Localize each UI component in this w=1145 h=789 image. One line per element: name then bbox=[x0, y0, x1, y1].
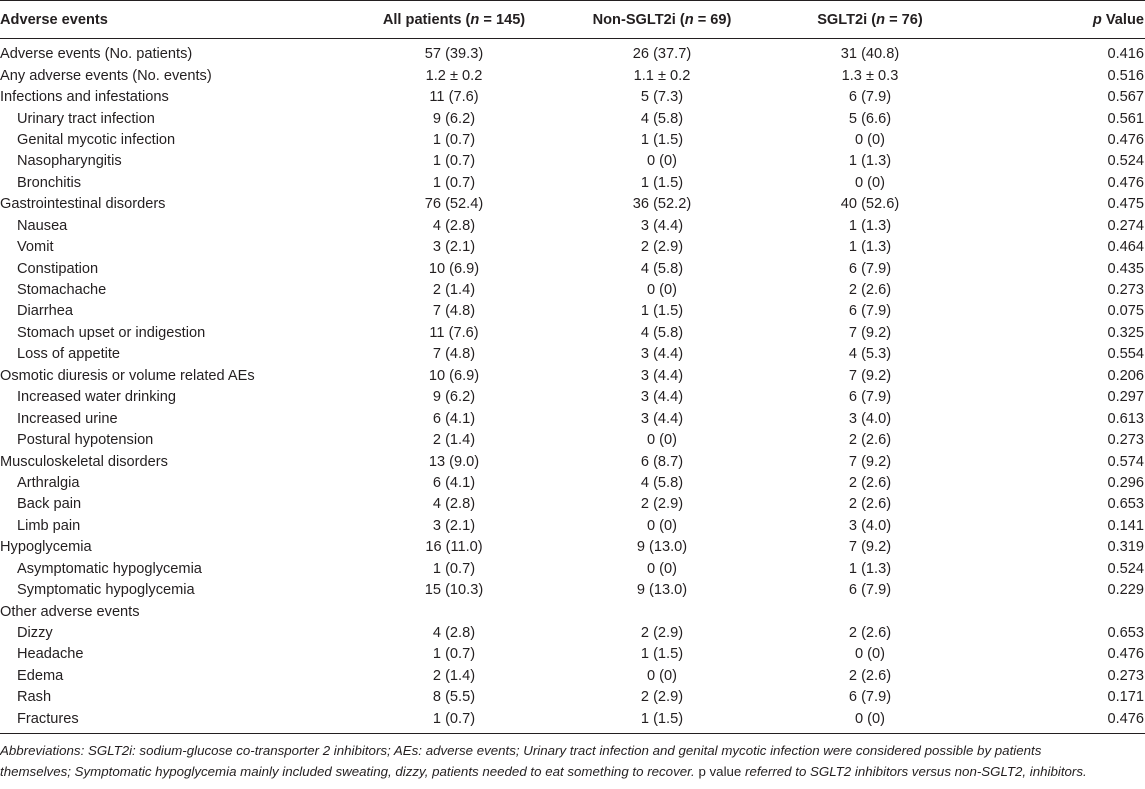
table-row bbox=[0, 65, 1145, 86]
row-label: Postural hypotension bbox=[17, 432, 154, 449]
row-label: Bronchitis bbox=[17, 174, 82, 191]
cell-p-value: 0.141 bbox=[1107, 517, 1144, 534]
cell-all-patients: 8 (5.5) bbox=[432, 689, 476, 706]
row-label: Rash bbox=[17, 689, 52, 706]
cell-p-value: 0.476 bbox=[1107, 131, 1144, 148]
header-adverse-events-label: Adverse events bbox=[0, 11, 108, 28]
cell-all-patients: 1 (0.7) bbox=[432, 560, 476, 577]
table-row bbox=[0, 451, 1145, 472]
cell-sglt2i: 2 (2.6) bbox=[848, 625, 892, 642]
cell-all-patients bbox=[350, 601, 558, 622]
table-row bbox=[0, 516, 1145, 537]
cell-sglt2i: 6 (7.9) bbox=[848, 389, 892, 406]
cell-sglt2i: 6 (7.9) bbox=[848, 89, 892, 106]
cell-non-sglt2i: 2 (2.9) bbox=[640, 239, 684, 256]
cell-p-value: 0.296 bbox=[1107, 474, 1144, 491]
cell-p-value: 0.516 bbox=[1107, 67, 1144, 84]
cell-non-sglt2i: 1 (1.5) bbox=[640, 174, 684, 191]
cell-sglt2i bbox=[766, 601, 974, 622]
cell-sglt2i: 0 (0) bbox=[854, 174, 885, 191]
row-label: Genital mycotic infection bbox=[17, 131, 176, 148]
table-row bbox=[0, 666, 1145, 687]
row-label: Nausea bbox=[17, 217, 68, 234]
cell-non-sglt2i: 36 (52.2) bbox=[632, 196, 692, 213]
cell-sglt2i: 3 (4.0) bbox=[848, 410, 892, 427]
header-p-value bbox=[974, 1, 1145, 39]
cell-all-patients: 9 (6.2) bbox=[432, 110, 476, 127]
row-label: Nasopharyngitis bbox=[17, 153, 122, 170]
footnote-line-2 bbox=[0, 761, 1145, 782]
footnote-line-2-part-1: themselves; Symptomatic hypoglycemia mainly included sweating, dizzy, patients needed to eat something to recover. bbox=[0, 764, 699, 779]
cell-p-value: 0.653 bbox=[1107, 496, 1144, 513]
row-label: Constipation bbox=[17, 260, 99, 277]
cell-all-patients: 4 (2.8) bbox=[432, 496, 476, 513]
cell-p-value: 0.416 bbox=[1107, 46, 1144, 63]
cell-non-sglt2i: 4 (5.8) bbox=[640, 110, 684, 127]
cell-all-patients: 2 (1.4) bbox=[432, 282, 476, 299]
cell-sglt2i: 4 (5.3) bbox=[848, 346, 892, 363]
cell-sglt2i: 6 (7.9) bbox=[848, 303, 892, 320]
cell-p-value: 0.206 bbox=[1107, 367, 1144, 384]
cell-p-value: 0.274 bbox=[1107, 217, 1144, 234]
table-row bbox=[0, 366, 1145, 387]
header-sglt2i bbox=[766, 1, 974, 39]
cell-all-patients: 3 (2.1) bbox=[432, 239, 476, 256]
row-label: Increased urine bbox=[17, 410, 118, 427]
cell-p-value: 0.476 bbox=[1107, 174, 1144, 191]
cell-sglt2i: 7 (9.2) bbox=[848, 324, 892, 341]
table-row bbox=[0, 709, 1145, 734]
table-row bbox=[0, 494, 1145, 515]
cell-non-sglt2i: 4 (5.8) bbox=[640, 474, 684, 491]
row-label: Arthralgia bbox=[17, 474, 80, 491]
header-non-sglt2i bbox=[558, 1, 766, 39]
cell-non-sglt2i: 6 (8.7) bbox=[640, 453, 684, 470]
row-label: Limb pain bbox=[17, 517, 81, 534]
row-label: Infections and infestations bbox=[0, 89, 169, 106]
cell-p-value: 0.554 bbox=[1107, 346, 1144, 363]
row-label: Stomach upset or indigestion bbox=[17, 324, 206, 341]
cell-p-value: 0.561 bbox=[1107, 110, 1144, 127]
row-label: Musculoskeletal disorders bbox=[0, 453, 168, 470]
cell-p-value: 0.171 bbox=[1107, 689, 1144, 706]
cell-sglt2i: 0 (0) bbox=[766, 709, 974, 734]
cell-all-patients: 10 (6.9) bbox=[428, 367, 480, 384]
row-label: Diarrhea bbox=[17, 303, 73, 320]
table-row bbox=[0, 623, 1145, 644]
row-label: Increased water drinking bbox=[17, 389, 176, 406]
table-row bbox=[0, 280, 1145, 301]
cell-sglt2i: 2 (2.6) bbox=[848, 667, 892, 684]
cell-sglt2i: 6 (7.9) bbox=[848, 260, 892, 277]
cell-non-sglt2i: 1.1 ± 0.2 bbox=[633, 67, 691, 84]
table-row bbox=[0, 323, 1145, 344]
cell-non-sglt2i: 0 (0) bbox=[646, 517, 677, 534]
table-row bbox=[0, 408, 1145, 429]
table-row bbox=[0, 258, 1145, 279]
cell-p-value: 0.075 bbox=[1107, 303, 1144, 320]
cell-sglt2i: 1.3 ± 0.3 bbox=[841, 67, 899, 84]
cell-sglt2i: 5 (6.6) bbox=[848, 110, 892, 127]
cell-non-sglt2i: 3 (4.4) bbox=[640, 367, 684, 384]
header-all-patients bbox=[350, 1, 558, 39]
cell-sglt2i: 7 (9.2) bbox=[848, 539, 892, 556]
cell-p-value: 0.476 bbox=[1107, 646, 1144, 663]
cell-sglt2i: 2 (2.6) bbox=[848, 282, 892, 299]
table-row bbox=[0, 130, 1145, 151]
table-header bbox=[0, 1, 1145, 39]
cell-all-patients: 6 (4.1) bbox=[432, 474, 476, 491]
cell-non-sglt2i: 0 (0) bbox=[646, 667, 677, 684]
header-p-suffix: Value bbox=[1101, 11, 1144, 28]
cell-non-sglt2i: 1 (1.5) bbox=[640, 646, 684, 663]
cell-all-patients: 11 (7.6) bbox=[429, 89, 479, 106]
cell-non-sglt2i: 26 (37.7) bbox=[632, 46, 692, 63]
cell-p-value: 0.297 bbox=[1107, 389, 1144, 406]
row-label: Other adverse events bbox=[0, 603, 140, 620]
cell-p-value bbox=[974, 601, 1145, 622]
cell-sglt2i: 0 (0) bbox=[854, 646, 885, 663]
cell-p-value: 0.574 bbox=[1107, 453, 1144, 470]
cell-non-sglt2i: 3 (4.4) bbox=[640, 389, 684, 406]
cell-p-value: 0.319 bbox=[1107, 539, 1144, 556]
cell-non-sglt2i: 0 (0) bbox=[646, 282, 677, 299]
cell-p-value: 0.273 bbox=[1107, 282, 1144, 299]
header-sglt-suffix: = 76) bbox=[885, 11, 923, 28]
cell-sglt2i: 7 (9.2) bbox=[848, 367, 892, 384]
cell-p-value: 0.229 bbox=[1107, 582, 1144, 599]
footnote-p-value-term: p value bbox=[698, 764, 742, 779]
cell-sglt2i: 6 (7.9) bbox=[848, 689, 892, 706]
cell-sglt2i: 6 (7.9) bbox=[848, 582, 892, 599]
row-label: Fractures bbox=[0, 709, 350, 734]
cell-all-patients: 1 (0.7) bbox=[432, 646, 476, 663]
cell-all-patients: 9 (6.2) bbox=[432, 389, 476, 406]
cell-non-sglt2i: 9 (13.0) bbox=[636, 582, 688, 599]
cell-all-patients: 13 (9.0) bbox=[428, 453, 480, 470]
cell-non-sglt2i: 2 (2.9) bbox=[640, 625, 684, 642]
cell-sglt2i: 1 (1.3) bbox=[848, 560, 892, 577]
row-label: Adverse events (No. patients) bbox=[0, 46, 193, 63]
cell-sglt2i: 2 (2.6) bbox=[848, 474, 892, 491]
row-label: Back pain bbox=[17, 496, 82, 513]
table-row bbox=[0, 39, 1145, 66]
header-all-suffix: = 145) bbox=[479, 11, 526, 28]
row-label: Vomit bbox=[17, 239, 54, 256]
table-row bbox=[0, 537, 1145, 558]
table-row bbox=[0, 601, 1145, 622]
row-label: Any adverse events (No. events) bbox=[0, 67, 212, 84]
cell-non-sglt2i: 1 (1.5) bbox=[640, 303, 684, 320]
row-label: Stomachache bbox=[17, 282, 107, 299]
cell-all-patients: 7 (4.8) bbox=[432, 303, 476, 320]
table-row bbox=[0, 644, 1145, 665]
cell-non-sglt2i: 3 (4.4) bbox=[640, 346, 684, 363]
cell-p-value: 0.567 bbox=[1107, 89, 1144, 106]
table-row bbox=[0, 430, 1145, 451]
row-label: Dizzy bbox=[17, 625, 53, 642]
table-row bbox=[0, 87, 1145, 108]
table-row bbox=[0, 580, 1145, 601]
cell-all-patients: 7 (4.8) bbox=[432, 346, 476, 363]
header-non-prefix: Non-SGLT2i ( bbox=[592, 11, 685, 28]
cell-all-patients: 3 (2.1) bbox=[432, 517, 476, 534]
cell-non-sglt2i: 2 (2.9) bbox=[640, 689, 684, 706]
header-row bbox=[0, 1, 1145, 39]
cell-non-sglt2i: 0 (0) bbox=[646, 432, 677, 449]
cell-all-patients: 10 (6.9) bbox=[428, 260, 480, 277]
table-row bbox=[0, 687, 1145, 708]
cell-all-patients: 1 (0.7) bbox=[432, 174, 476, 191]
cell-non-sglt2i: 4 (5.8) bbox=[640, 260, 684, 277]
header-non-suffix: = 69) bbox=[693, 11, 732, 28]
cell-all-patients: 11 (7.6) bbox=[429, 324, 479, 341]
row-label: Urinary tract infection bbox=[17, 110, 155, 127]
cell-p-value: 0.613 bbox=[1107, 410, 1144, 427]
table-row bbox=[0, 194, 1145, 215]
cell-non-sglt2i: 1 (1.5) bbox=[558, 709, 766, 734]
table-row bbox=[0, 173, 1145, 194]
table-row bbox=[0, 559, 1145, 580]
header-sglt-prefix: SGLT2i ( bbox=[817, 11, 877, 28]
table-row bbox=[0, 151, 1145, 172]
cell-all-patients: 4 (2.8) bbox=[432, 217, 476, 234]
row-label: Headache bbox=[17, 646, 84, 663]
cell-sglt2i: 31 (40.8) bbox=[840, 46, 900, 63]
cell-sglt2i: 40 (52.6) bbox=[840, 196, 900, 213]
cell-p-value: 0.464 bbox=[1107, 239, 1144, 256]
cell-non-sglt2i: 2 (2.9) bbox=[640, 496, 684, 513]
table-row bbox=[0, 108, 1145, 129]
footnote-line-2-part-2: referred to SGLT2 inhibitors versus non-SGLT2, inhibitors. bbox=[741, 764, 1087, 779]
cell-all-patients: 57 (39.3) bbox=[424, 46, 484, 63]
header-non-n: n bbox=[684, 11, 694, 28]
cell-non-sglt2i: 4 (5.8) bbox=[640, 324, 684, 341]
cell-p-value: 0.273 bbox=[1107, 667, 1144, 684]
table-body bbox=[0, 39, 1145, 734]
header-p-letter: p bbox=[1092, 11, 1102, 28]
row-label: Hypoglycemia bbox=[0, 539, 92, 556]
cell-p-value: 0.524 bbox=[1107, 560, 1144, 577]
cell-p-value: 0.435 bbox=[1107, 260, 1144, 277]
cell-all-patients: 15 (10.3) bbox=[424, 582, 484, 599]
table-row bbox=[0, 301, 1145, 322]
cell-non-sglt2i bbox=[558, 601, 766, 622]
cell-p-value: 0.475 bbox=[1107, 196, 1144, 213]
row-label: Symptomatic hypoglycemia bbox=[17, 582, 195, 599]
cell-p-value: 0.653 bbox=[1107, 625, 1144, 642]
cell-all-patients: 2 (1.4) bbox=[432, 667, 476, 684]
cell-non-sglt2i: 9 (13.0) bbox=[636, 539, 688, 556]
cell-all-patients: 16 (11.0) bbox=[425, 539, 483, 556]
cell-sglt2i: 2 (2.6) bbox=[848, 432, 892, 449]
row-label: Edema bbox=[17, 667, 64, 684]
cell-sglt2i: 7 (9.2) bbox=[848, 453, 892, 470]
row-label: Osmotic diuresis or volume related AEs bbox=[0, 367, 255, 384]
row-label: Loss of appetite bbox=[17, 346, 121, 363]
table-row bbox=[0, 387, 1145, 408]
cell-non-sglt2i: 5 (7.3) bbox=[640, 89, 684, 106]
cell-p-value: 0.524 bbox=[1107, 153, 1144, 170]
cell-p-value: 0.476 bbox=[974, 709, 1145, 734]
row-label: Asymptomatic hypoglycemia bbox=[17, 560, 202, 577]
cell-non-sglt2i: 1 (1.5) bbox=[640, 131, 684, 148]
cell-all-patients: 1 (0.7) bbox=[350, 709, 558, 734]
cell-sglt2i: 1 (1.3) bbox=[848, 239, 892, 256]
header-sglt-n: n bbox=[876, 11, 886, 28]
cell-non-sglt2i: 3 (4.4) bbox=[640, 410, 684, 427]
header-all-prefix: All patients ( bbox=[382, 11, 471, 28]
header-adverse-events bbox=[0, 1, 350, 39]
table-row bbox=[0, 237, 1145, 258]
cell-sglt2i: 1 (1.3) bbox=[848, 153, 892, 170]
cell-p-value: 0.273 bbox=[1107, 432, 1144, 449]
cell-sglt2i: 1 (1.3) bbox=[848, 217, 892, 234]
table-footnote bbox=[0, 740, 1145, 782]
cell-all-patients: 1.2 ± 0.2 bbox=[425, 67, 483, 84]
cell-sglt2i: 2 (2.6) bbox=[848, 496, 892, 513]
cell-non-sglt2i: 0 (0) bbox=[646, 153, 677, 170]
table-row bbox=[0, 216, 1145, 237]
cell-non-sglt2i: 0 (0) bbox=[646, 560, 677, 577]
cell-sglt2i: 0 (0) bbox=[854, 131, 885, 148]
row-label: Gastrointestinal disorders bbox=[0, 196, 166, 213]
table-row bbox=[0, 344, 1145, 365]
table-row bbox=[0, 473, 1145, 494]
cell-p-value: 0.325 bbox=[1107, 324, 1144, 341]
cell-all-patients: 6 (4.1) bbox=[432, 410, 476, 427]
footnote-line-1: Abbreviations: SGLT2i: sodium-glucose co-transporter 2 inhibitors; AEs: adverse events; Urinary tract infection and genital mycotic infection were considered possible by patients bbox=[0, 743, 1042, 758]
cell-sglt2i: 3 (4.0) bbox=[848, 517, 892, 534]
cell-all-patients: 1 (0.7) bbox=[432, 131, 476, 148]
cell-all-patients: 1 (0.7) bbox=[432, 153, 476, 170]
cell-all-patients: 4 (2.8) bbox=[432, 625, 476, 642]
cell-non-sglt2i: 3 (4.4) bbox=[640, 217, 684, 234]
header-all-n: n bbox=[470, 11, 480, 28]
cell-all-patients: 76 (52.4) bbox=[424, 196, 484, 213]
cell-all-patients: 2 (1.4) bbox=[432, 432, 476, 449]
